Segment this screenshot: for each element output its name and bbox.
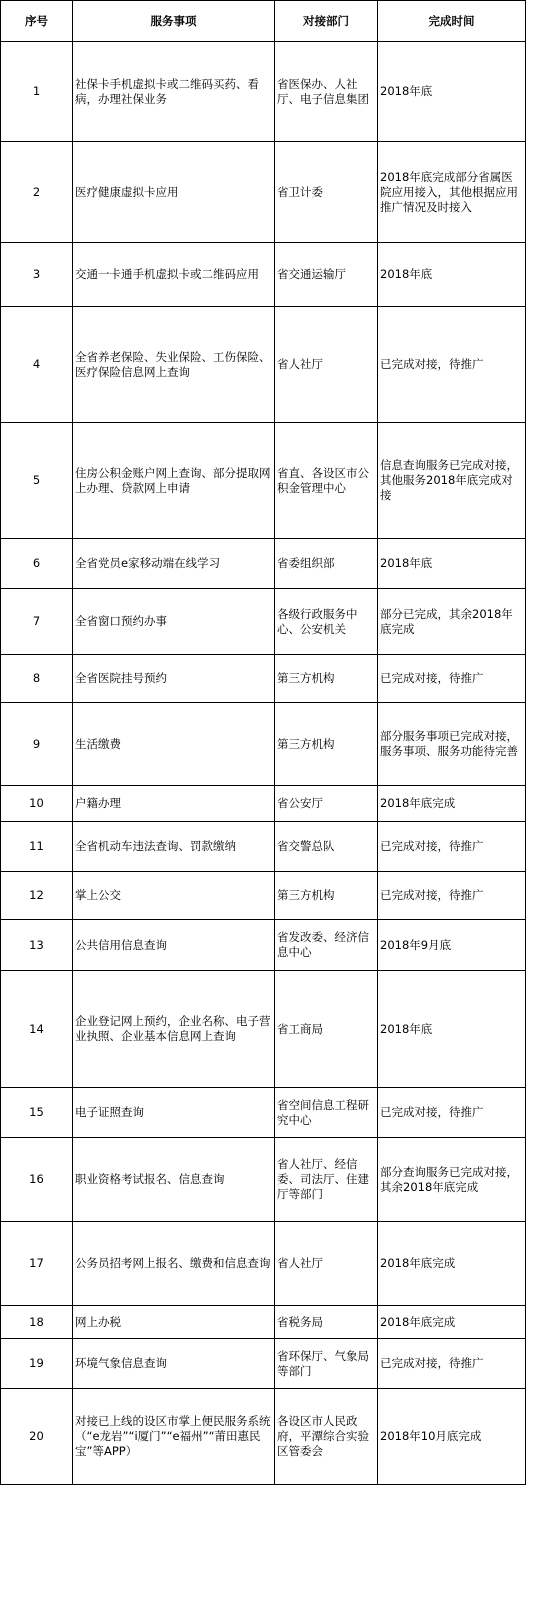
row-department: 省委组织部 <box>275 539 378 589</box>
table-row <box>1 703 526 786</box>
row-completion-time: 2018年底完成 <box>378 1306 526 1339</box>
table-row <box>1 42 526 142</box>
row-number: 15 <box>1 1088 73 1138</box>
row-number: 17 <box>1 1222 73 1306</box>
table-row <box>1 423 526 539</box>
row-completion-time: 2018年底完成部分省属医院应用接入，其他根据应用推广情况及时接入 <box>378 142 526 243</box>
table-row <box>1 307 526 423</box>
row-department: 省交警总队 <box>275 822 378 872</box>
row-completion-time: 部分服务事项已完成对接，服务事项、服务功能待完善 <box>378 703 526 786</box>
row-number: 6 <box>1 539 73 589</box>
row-number: 14 <box>1 971 73 1088</box>
table-row <box>1 539 526 589</box>
row-department: 省税务局 <box>275 1306 378 1339</box>
row-number: 18 <box>1 1306 73 1339</box>
row-service-item: 掌上公交 <box>73 872 275 920</box>
row-department: 各级行政服务中心、公安机关 <box>275 589 378 655</box>
table-row <box>1 920 526 971</box>
row-service-item: 户籍办理 <box>73 786 275 822</box>
table-row <box>1 1138 526 1222</box>
row-completion-time: 2018年底 <box>378 243 526 307</box>
row-number: 12 <box>1 872 73 920</box>
row-department: 第三方机构 <box>275 655 378 703</box>
row-completion-time: 已完成对接，待推广 <box>378 822 526 872</box>
row-department: 省卫计委 <box>275 142 378 243</box>
row-completion-time: 2018年10月底完成 <box>378 1389 526 1485</box>
header-row <box>1 1 526 42</box>
table-row <box>1 822 526 872</box>
row-completion-time: 已完成对接，待推广 <box>378 1339 526 1389</box>
row-number: 11 <box>1 822 73 872</box>
row-service-item: 全省党员e家移动端在线学习 <box>73 539 275 589</box>
table-row <box>1 589 526 655</box>
table-row <box>1 1306 526 1339</box>
row-number: 16 <box>1 1138 73 1222</box>
row-department: 省人社厅 <box>275 1222 378 1306</box>
row-number: 19 <box>1 1339 73 1389</box>
row-service-item: 交通一卡通手机虚拟卡或二维码应用 <box>73 243 275 307</box>
row-completion-time: 已完成对接，待推广 <box>378 1088 526 1138</box>
row-department: 省工商局 <box>275 971 378 1088</box>
table-body <box>1 42 526 1485</box>
row-completion-time: 2018年底 <box>378 971 526 1088</box>
row-department: 省空间信息工程研究中心 <box>275 1088 378 1138</box>
header-item: 服务事项 <box>73 1 275 42</box>
row-service-item: 网上办税 <box>73 1306 275 1339</box>
row-service-item: 医疗健康虚拟卡应用 <box>73 142 275 243</box>
table-row <box>1 1222 526 1306</box>
row-service-item: 全省机动车违法查询、罚款缴纳 <box>73 822 275 872</box>
table-row <box>1 786 526 822</box>
row-department: 省交通运输厅 <box>275 243 378 307</box>
row-service-item: 生活缴费 <box>73 703 275 786</box>
table-row <box>1 243 526 307</box>
row-number: 10 <box>1 786 73 822</box>
row-service-item: 社保卡手机虚拟卡或二维码买药、看病，办理社保业务 <box>73 42 275 142</box>
row-completion-time: 2018年底 <box>378 42 526 142</box>
row-number: 1 <box>1 42 73 142</box>
row-service-item: 全省养老保险、失业保险、工伤保险、医疗保险信息网上查询 <box>73 307 275 423</box>
row-completion-time: 2018年底完成 <box>378 786 526 822</box>
table-row <box>1 1088 526 1138</box>
row-completion-time: 部分已完成，其余2018年底完成 <box>378 589 526 655</box>
row-department: 各设区市人民政府，平潭综合实验区管委会 <box>275 1389 378 1485</box>
row-service-item: 企业登记网上预约，企业名称、电子营业执照、企业基本信息网上查询 <box>73 971 275 1088</box>
row-department: 第三方机构 <box>275 872 378 920</box>
row-service-item: 住房公积金账户网上查询、部分提取网上办理、贷款网上申请 <box>73 423 275 539</box>
row-service-item: 职业资格考试报名、信息查询 <box>73 1138 275 1222</box>
row-number: 2 <box>1 142 73 243</box>
row-number: 7 <box>1 589 73 655</box>
table-row <box>1 1389 526 1485</box>
row-department: 省直、各设区市公积金管理中心 <box>275 423 378 539</box>
row-number: 3 <box>1 243 73 307</box>
row-completion-time: 2018年底完成 <box>378 1222 526 1306</box>
row-service-item: 电子证照查询 <box>73 1088 275 1138</box>
table-row <box>1 971 526 1088</box>
row-completion-time: 2018年底 <box>378 539 526 589</box>
row-service-item: 环境气象信息查询 <box>73 1339 275 1389</box>
row-completion-time: 已完成对接，待推广 <box>378 872 526 920</box>
table-row <box>1 655 526 703</box>
row-service-item: 公共信用信息查询 <box>73 920 275 971</box>
row-department: 省人社厅、经信委、司法厅、住建厅等部门 <box>275 1138 378 1222</box>
table-row <box>1 1339 526 1389</box>
row-completion-time: 2018年9月底 <box>378 920 526 971</box>
row-completion-time: 已完成对接，待推广 <box>378 307 526 423</box>
table-row <box>1 872 526 920</box>
header-no: 序号 <box>1 1 73 42</box>
row-service-item: 对接已上线的设区市掌上便民服务系统（“e龙岩”“i厦门”“e福州”“莆田惠民宝”等APP） <box>73 1389 275 1485</box>
row-number: 20 <box>1 1389 73 1485</box>
row-service-item: 全省窗口预约办事 <box>73 589 275 655</box>
row-department: 省发改委、经济信息中心 <box>275 920 378 971</box>
row-number: 5 <box>1 423 73 539</box>
row-number: 8 <box>1 655 73 703</box>
row-number: 13 <box>1 920 73 971</box>
row-department: 省医保办、人社厅、电子信息集团 <box>275 42 378 142</box>
row-service-item: 公务员招考网上报名、缴费和信息查询 <box>73 1222 275 1306</box>
header-dept: 对接部门 <box>275 1 378 42</box>
row-department: 第三方机构 <box>275 703 378 786</box>
row-number: 4 <box>1 307 73 423</box>
row-completion-time: 已完成对接，待推广 <box>378 655 526 703</box>
table-row <box>1 142 526 243</box>
row-completion-time: 信息查询服务已完成对接，其他服务2018年底完成对接 <box>378 423 526 539</box>
header-time: 完成时间 <box>378 1 526 42</box>
row-department: 省人社厅 <box>275 307 378 423</box>
row-number: 9 <box>1 703 73 786</box>
row-completion-time: 部分查询服务已完成对接，其余2018年底完成 <box>378 1138 526 1222</box>
row-department: 省公安厅 <box>275 786 378 822</box>
row-service-item: 全省医院挂号预约 <box>73 655 275 703</box>
row-department: 省环保厅、气象局等部门 <box>275 1339 378 1389</box>
